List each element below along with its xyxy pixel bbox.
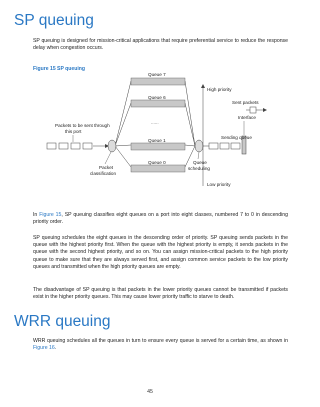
- figure-caption: Figure 15 SP queuing: [33, 66, 85, 72]
- queue-ellipsis: ......: [151, 120, 159, 125]
- section-title-sp-queuing: SP queuing: [14, 12, 94, 29]
- queue-7: [131, 72, 185, 85]
- wrr-paragraph: [33, 338, 288, 352]
- paragraph-disadvantage: The disadvantage of SP queuing is that packets in the lower priority queues cannot be transmitted if packets exist in the higher priority queues. This may cause lower priority traffic to starve to death.: [33, 287, 288, 301]
- queue-6-label: Queue 6: [148, 95, 166, 100]
- para1-post: , SP queuing classifies eight queues on a port into eight classes, numbered 7 to 0 in descending priority order.: [33, 212, 289, 226]
- sent-packets-arrow: [246, 107, 267, 113]
- scheduling-pointer: [198, 152, 199, 159]
- sending-queue: [209, 143, 240, 149]
- paragraph-figure-reference: [33, 212, 288, 226]
- low-priority-label: Low priority: [207, 182, 231, 187]
- queue-7-label: Queue 7: [148, 72, 166, 77]
- paragraph-scheduling: SP queuing schedules the eight queues in the descending order of priority. SP queuing sends packets in the queue with the highest priority first. When the queue with the highest priority is empty, it sends packets in the queue with the second highest priority, and so on. You can assign mission-critical packets to the high priority queue to make sure that they are always served first, and assign common service packets to the low priority queues and transmitted when the high priority queues are empty.: [33, 235, 288, 270]
- packet-classification-line2: classification: [90, 171, 117, 176]
- interface-label: Interface: [238, 115, 256, 120]
- figure-16-link[interactable]: Figure 16: [33, 345, 55, 352]
- queue-0: [131, 160, 185, 172]
- sp-queuing-diagram: [33, 72, 273, 204]
- high-priority-label: High priority: [207, 87, 232, 92]
- intro-paragraph: SP queuing is designed for mission-critical applications that require preferential service to reduce the response delay when congestion occurs.: [33, 38, 288, 52]
- queue-1: [131, 138, 185, 150]
- wrr-para-post: .: [54, 345, 57, 352]
- queue-scheduling-line2: scheduling: [188, 166, 210, 171]
- wrr-para-pre: WRR queuing schedules all the queues in turn to ensure every queue is served for a certain time, as shown in: [33, 338, 288, 344]
- sending-queue-label: Sending queue: [221, 135, 252, 140]
- packet-classification-line1: Packet: [99, 165, 114, 170]
- incoming-packets: [47, 143, 109, 149]
- sent-packets-label: Sent packets: [232, 100, 259, 105]
- packets-label-line2: this port: [65, 129, 82, 134]
- fan-out-lines: [185, 81, 195, 167]
- para1-pre: In: [33, 212, 40, 218]
- page-number: 45: [147, 389, 153, 395]
- packets-label-line1: Packets to be sent through: [55, 123, 110, 128]
- queue-0-label: Queue 0: [148, 160, 166, 165]
- classification-pointer: [105, 152, 111, 164]
- queue-scheduling-line1: Queue: [193, 160, 207, 165]
- fan-in-lines: [115, 81, 131, 167]
- figure-15-link[interactable]: Figure 15: [39, 212, 62, 218]
- packet-classification-node: [108, 140, 116, 152]
- queue-scheduling-node: [195, 140, 203, 152]
- queue-1-label: Queue 1: [148, 138, 166, 143]
- queue-6: [131, 95, 185, 107]
- section-title-wrr-queuing: WRR queuing: [14, 313, 111, 330]
